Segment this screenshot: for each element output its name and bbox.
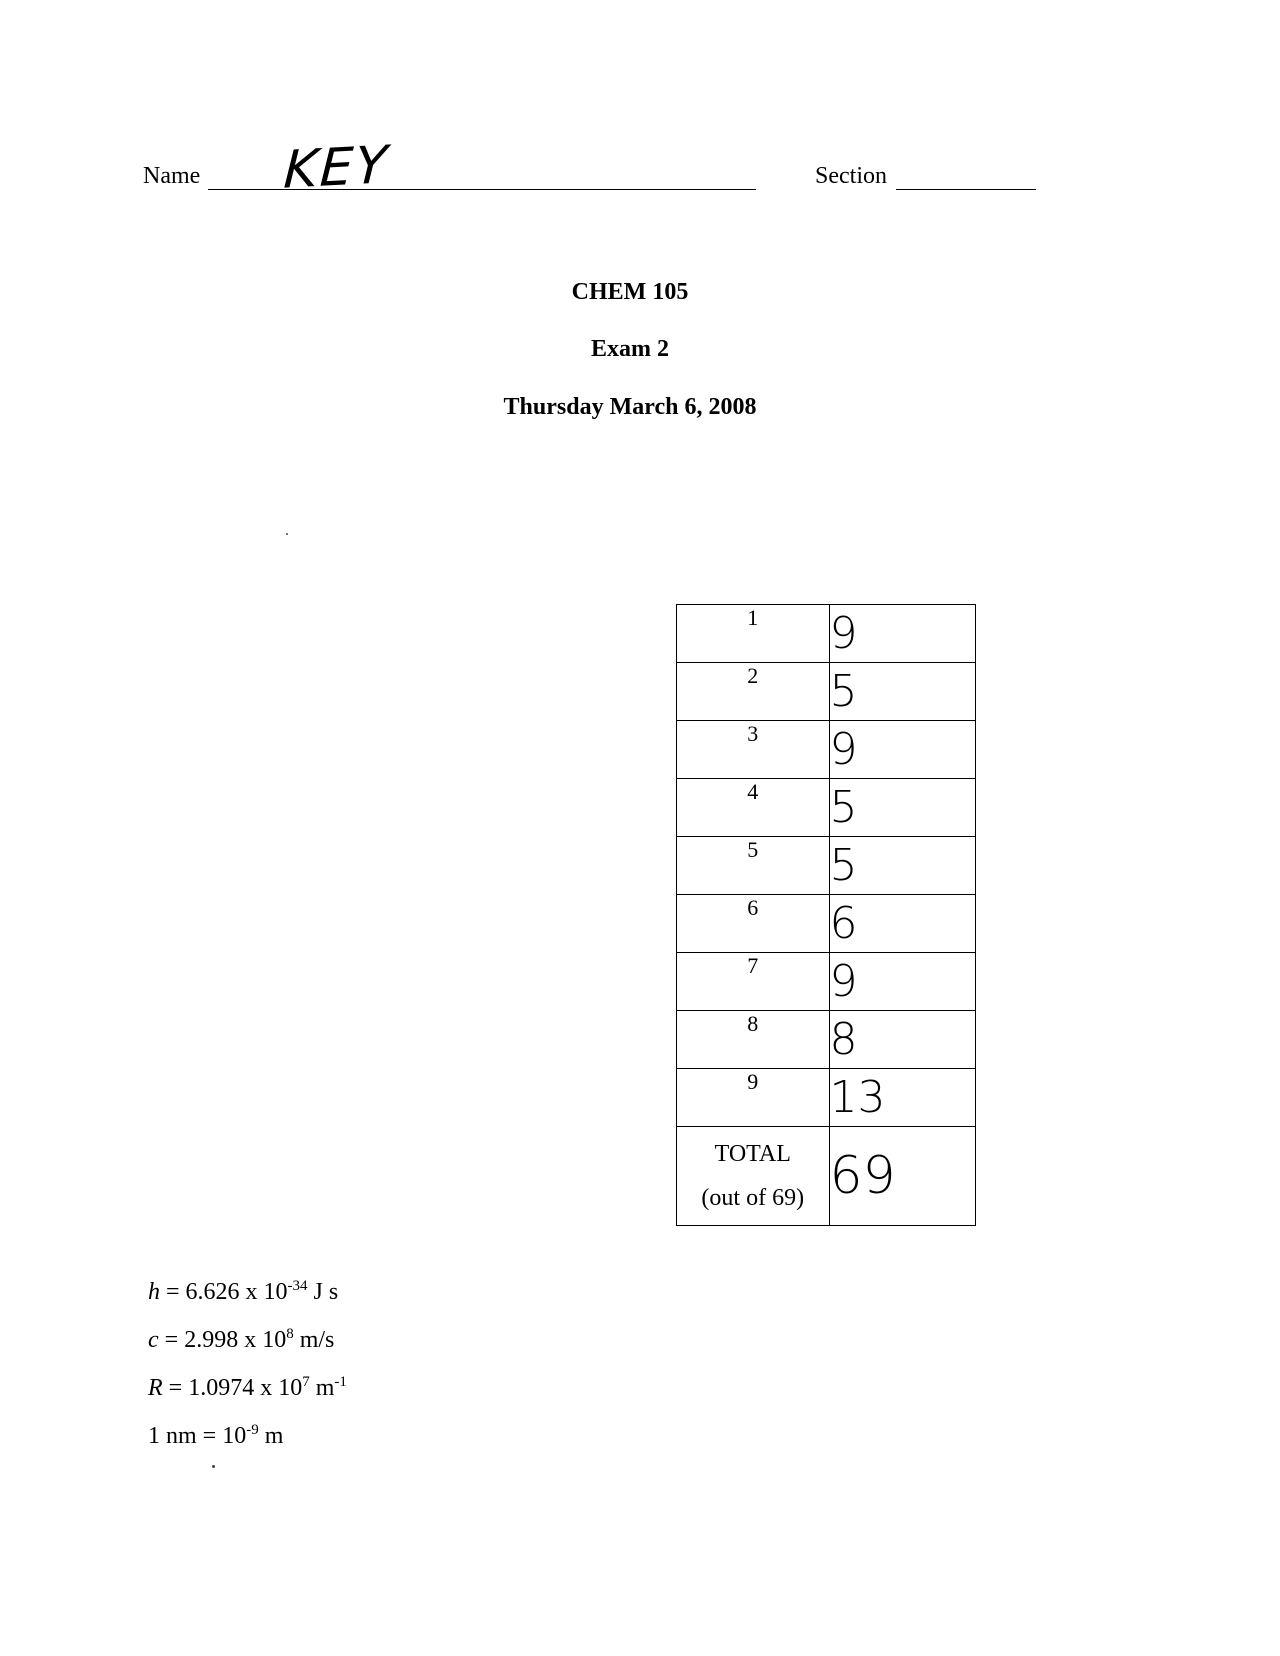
constant-exponent: -34 [287,1278,308,1294]
table-row [677,953,976,1011]
total-label-cell [677,1127,830,1226]
constant-unit: m [258,1423,284,1449]
section-underline [896,189,1036,190]
constant-value: = 6.626 x 10 [160,1279,288,1305]
total-sublabel: (out of 69) [701,1185,805,1211]
question-number: 7 [677,953,830,1011]
question-score: 8 [829,1011,976,1069]
table-row [677,779,976,837]
table-row [677,605,976,663]
total-label: TOTAL [714,1141,791,1167]
table-row [677,721,976,779]
section-label: Section [815,163,887,189]
constant-symbol: h [148,1279,160,1305]
constant-nanometer [148,1409,347,1457]
constant-unit-exponent: -1 [334,1374,347,1390]
constant-value: = 1.0974 x 10 [162,1375,303,1401]
name-handwritten-value: KEY [282,135,391,201]
constant-unit: m [309,1375,335,1401]
constant-unit: J s [307,1279,339,1305]
constant-symbol: R [148,1375,163,1401]
total-row [677,1127,976,1226]
table-row [677,663,976,721]
exam-date: Thursday March 6, 2008 [503,394,757,420]
question-score: 6 [829,895,976,953]
question-score: 13 [829,1069,976,1127]
question-score: 9 [829,605,976,663]
question-number: 5 [677,837,830,895]
constant-exponent: 8 [286,1326,294,1342]
score-table [676,604,976,1226]
question-number: 6 [677,895,830,953]
question-number: 1 [677,605,830,663]
constant-rydberg [148,1361,347,1409]
name-label: Name [143,163,201,189]
question-number: 4 [677,779,830,837]
constant-exponent: 7 [302,1374,310,1390]
constants-list [148,1265,347,1457]
constant-unit: m/s [293,1327,335,1353]
constant-planck [148,1265,347,1313]
table-row [677,1069,976,1127]
question-score: 9 [829,721,976,779]
course-title: CHEM 105 [571,279,689,305]
question-number: 9 [677,1069,830,1127]
constant-symbol: c [148,1327,159,1353]
question-number: 8 [677,1011,830,1069]
constant-speed-of-light [148,1313,347,1361]
question-number: 2 [677,663,830,721]
constant-value: = 2.998 x 10 [158,1327,287,1353]
question-score: 5 [829,779,976,837]
scan-speck [286,533,288,535]
scan-speck [212,1465,215,1468]
exam-title: Exam 2 [591,336,669,362]
question-score: 9 [829,953,976,1011]
question-number: 3 [677,721,830,779]
constant-exponent: -9 [246,1422,259,1438]
table-row [677,837,976,895]
question-score: 5 [829,663,976,721]
question-score: 5 [829,837,976,895]
total-score: 69 [829,1127,976,1226]
table-row [677,895,976,953]
table-row [677,1011,976,1069]
constant-value: 1 nm = 10 [148,1423,247,1449]
